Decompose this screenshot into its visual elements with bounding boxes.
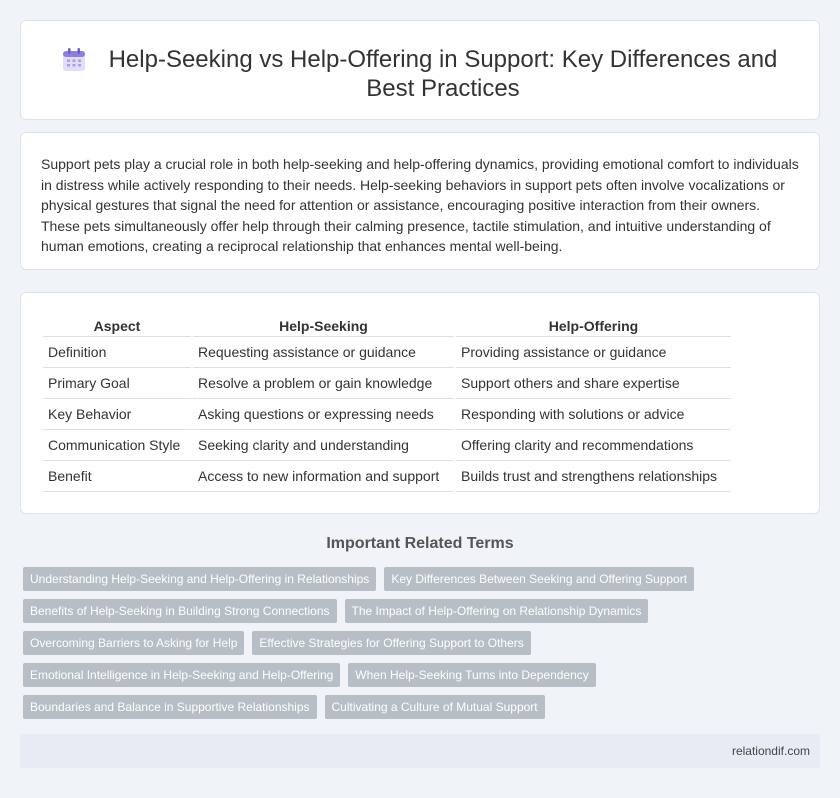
table-cell: Builds trust and strengthens relationships — [455, 461, 731, 492]
table-cell: Access to new information and support — [192, 461, 455, 492]
table-cell: Support others and share expertise — [455, 368, 731, 399]
comparison-table — [43, 315, 731, 492]
comparison-table-card — [20, 292, 820, 514]
table-cell: Requesting assistance or guidance — [192, 337, 455, 368]
header-aspect: Aspect — [93, 318, 141, 334]
table-cell: Resolve a problem or gain knowledge — [192, 368, 455, 399]
related-term-tag[interactable]: Understanding Help-Seeking and Help-Offering in Relationships — [23, 567, 376, 591]
footer-site-link[interactable]: relationdif.com — [731, 744, 810, 758]
table-row — [43, 368, 731, 399]
table-cell: Offering clarity and recommendations — [455, 430, 731, 461]
header-card — [20, 20, 820, 120]
table-cell: Responding with solutions or advice — [455, 399, 731, 430]
related-term-tag[interactable]: When Help-Seeking Turns into Dependency — [348, 663, 595, 687]
table-cell: Providing assistance or guidance — [455, 337, 731, 368]
related-term-tag[interactable]: Cultivating a Culture of Mutual Support — [325, 695, 545, 719]
table-row — [43, 399, 731, 430]
related-term-tag[interactable]: Key Differences Between Seeking and Offering Support — [384, 567, 694, 591]
header-help-seeking: Help-Seeking — [192, 315, 455, 337]
table-cell: Primary Goal — [43, 368, 192, 399]
intro-card — [20, 132, 820, 270]
calendar-icon — [61, 47, 87, 73]
table-cell: Benefit — [43, 461, 192, 492]
table-row — [43, 337, 731, 368]
related-term-tag[interactable]: Effective Strategies for Offering Support to Others — [252, 631, 530, 655]
related-term-tag[interactable]: The Impact of Help-Offering on Relationship Dynamics — [345, 599, 649, 623]
related-term-tag[interactable]: Boundaries and Balance in Supportive Relationships — [23, 695, 317, 719]
table-cell: Asking questions or expressing needs — [192, 399, 455, 430]
header-help-offering: Help-Offering — [455, 315, 731, 337]
table-cell: Seeking clarity and understanding — [192, 430, 455, 461]
table-row — [43, 430, 731, 461]
related-term-tag[interactable]: Benefits of Help-Seeking in Building Strong Connections — [23, 599, 337, 623]
page-title: Help-Seeking vs Help-Offering in Support: Key Differences and Best Practices — [108, 46, 778, 102]
table-cell: Definition — [43, 337, 192, 368]
table-header-row — [43, 315, 731, 337]
related-terms-list — [23, 567, 803, 719]
table-cell: Communication Style — [43, 430, 192, 461]
table-cell: Key Behavior — [43, 399, 192, 430]
table-row — [43, 461, 731, 492]
related-term-tag[interactable]: Emotional Intelligence in Help-Seeking and Help-Offering — [23, 663, 340, 687]
related-terms-title: Important Related Terms — [326, 535, 514, 552]
related-term-tag[interactable]: Overcoming Barriers to Asking for Help — [23, 631, 244, 655]
footer — [20, 734, 820, 768]
intro-paragraph: Support pets play a crucial role in both help-seeking and help-offering dynamics, providing emotional comfort to individuals in distress while actively responding to their needs. Help-seeking behaviors in support pets often involve vocalizations or physical gestures that signal the need for attention or assistance, encouraging positive interaction from their owners. These pets simultaneously offer help through their calming presence, tactile stimulation, and intuitive understanding of human emotions, creating a reciprocal relationship that enhances mental well-being. — [41, 156, 799, 254]
